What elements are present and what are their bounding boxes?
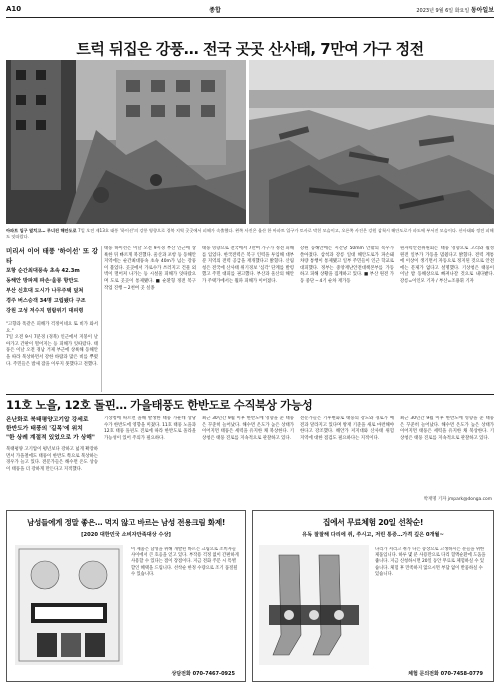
second-body-text: 기상청에 따르면 올해 발생한 태풍 가운데 상당수가 한반도에 영향을 미쳤다. 11호 태풍 노을과 12호 태풍 돌핀도 진로에 따라 한반도로 올라올 가능성이 있어 주의가 필요하다. bbox=[104, 416, 196, 441]
summary-line: 경주 버스승객 34명 고립됐다 구조 bbox=[6, 298, 86, 304]
second-body-text: 북태평양 고기압이 평년보다 강하고 넓게 확장하면서 가을철에도 태풍이 한반도 쪽으로 북상하는 경우가 늘고 있다. 전문가들은 해수면 온도 상승이 태풍을 더 강하게 만든다고 지적했다. bbox=[6, 447, 98, 472]
second-col-4 bbox=[300, 416, 394, 504]
ad-left bbox=[6, 510, 246, 682]
ad-right-phone: 체험 문의전화 070-7458-0779 bbox=[408, 671, 483, 677]
section-label: 종합 bbox=[209, 6, 221, 14]
second-byline: 박재명 기자 jmpark@donga.com bbox=[423, 497, 492, 502]
masthead-right bbox=[344, 5, 494, 14]
ad-right bbox=[252, 510, 494, 682]
quote-note: "고향과 똑같은 피해가 걱정이네요 또 비가 와서요." bbox=[6, 322, 98, 334]
ad-left-body: 이 제품은 남성을 위해 개발된 바르는 크림으로 소비자들 사이에서 큰 호응을 얻고 있다. 부작용 걱정 없이 간편하게 사용할 수 있다는 점이 장점이다. 지금 전화 주문 시 특별 할인 혜택을 드립니다. 선착순 한정 수량으로 조기 품절될 수 있습니다. bbox=[131, 547, 239, 577]
section-rule bbox=[6, 394, 494, 395]
lead-photo-left bbox=[6, 60, 246, 224]
summary-line: 부산 신호대 도시가 나무주택 덮쳐 bbox=[6, 288, 84, 294]
second-subhead: 온난화로 북태평양고기압 강세로 bbox=[6, 417, 89, 423]
second-headline: 11호 노을, 12호 돌핀… 가을태풍도 한반도로 수직북상 가능성 bbox=[6, 398, 313, 412]
lead-headline: 트럭 뒤집은 강풍… 전국 곳곳 산사태, 7만여 가구 정전 bbox=[76, 40, 424, 58]
second-body-text: 전문가들은 기후변화로 태풍의 강도와 경로가 예전과 달라지고 있다며 방재 기준을 새로 마련해야 한다고 강조했다. 해안가 저지대와 산사태 위험 지역에 대한 점검도 필요하다는 지적이다. bbox=[300, 416, 394, 441]
top-rule bbox=[6, 17, 494, 18]
second-subhead: "한 상례 계절적 있었으로 가 상해" bbox=[6, 435, 95, 441]
ad-right-title: 집에서 무료체험 20일 선착순! bbox=[322, 518, 424, 527]
lead-body-text: 태풍 하이선은 이날 오전 9시경 부산 인근에 상륙한 뒤 빠르게 북진했다. 울산과 포항 등 동해안 지역에는 순간최대풍속 초속 40m가 넘는 강풍이 불었다. 곳곳에서 가로수가 쓰러지고 건물 외벽이 떨어져 나가는 등 시설물 피해가 잇따랐으며 도로 곳곳이 통제됐다. ■ 순환형 정전 복구 작업 진행 ─ 2천여 곳 실종 bbox=[104, 246, 196, 291]
second-subhead: 한반도가 태풍의 '길목'에 위치 bbox=[6, 426, 83, 432]
masthead bbox=[6, 4, 494, 14]
lead-sub-headline: 미리서 이어 태풍 '하이선' 또 강타 bbox=[6, 247, 98, 265]
ad-right-body: 다리가 저리고 쥐가 나는 증상으로 고생하시는 분들을 위한 제품입니다. 하루 몇 분 사용만으로 다리 혈액순환에 도움을 줍니다. 지금 신청하시면 20일 동안 무료로 체험하실 수 있습니다. 체험 후 만족하지 않으시면 부담 없이 반품하실 수 있습니다. bbox=[375, 547, 486, 577]
column-rule bbox=[101, 246, 102, 392]
ad-left-image bbox=[15, 545, 123, 665]
lead-col-3 bbox=[202, 246, 294, 396]
ad-right-image bbox=[259, 545, 369, 665]
lead-col-2 bbox=[104, 246, 196, 396]
page-number: A10 bbox=[6, 5, 22, 13]
caption-body: 7일 오전 제13호 태풍 '하이선'의 강풍 영향으로 경북 지역 곳곳에서 피해가 속출했다. 왼쪽 사진은 울산 한 아파트 입구가 토사로 막힌 모습이고, 오른쪽 사진은 강원 삼척시 해안도로가 파도에 부서진 모습이다. 산사태와 정전 피해도 잇따랐다. bbox=[6, 228, 494, 239]
summary-line: 포항 순간최대풍속 초속 42.3m bbox=[6, 268, 80, 274]
summary-line: 강원 고성 저수지 범람위기 대피령 bbox=[6, 308, 84, 314]
ad-right-sub: 유독 잘잘해 다리에 쥐, 쑤시고, 저린 통증…가격 깊은 0개월~ bbox=[302, 532, 444, 538]
lead-col-4 bbox=[300, 246, 394, 396]
lead-body-text: 7일 오전 9시 7분경 (경북) 인근에서 지붕이 날아가고 간판이 떨어지는 등 피해가 잇따랐다. 태풍은 이날 오전 경남 거제 부근에 상륙해 동해안을 따라 북상하면서 강한 바람과 많은 비를 뿌렸다. 주민들은 밤새 잠을 이루지 못했다고 전했다. bbox=[6, 335, 98, 367]
ad-left-title: 남성들에게 정말 좋은… 먹지 않고 바르는 남성 전용크림 화제! bbox=[26, 518, 226, 527]
lead-col-5 bbox=[400, 246, 494, 396]
lead-body-text: 태풍 영향으로 전국에서 7만여 가구가 정전 피해를 입었다. 한국전력은 복구 인력을 투입해 대부분 지역의 전력 공급을 재개했다고 밝혔다. 산림청은 전국에 산사태 위기경보 '심각' 단계를 발령했고 주민 대피를 권고했다. 부산과 울산의 해안가 주택가에서는 월파 피해가 이어졌다. bbox=[202, 246, 294, 284]
issue-date: 2023년 9월 6일 화요일 bbox=[416, 7, 470, 14]
second-body-text: 최근 30년간 9월 이후 한반도에 영향을 준 태풍은 꾸준히 늘어났다. 해수면 온도가 높은 상태가 이어지면 태풍은 세력을 유지한 채 북상한다. 기상청은 태풍 진로를 지속적으로 관찰하고 있다. bbox=[202, 416, 294, 441]
lead-body-text: 원자력안전위원회는 태풍 영향으로 고리와 월성 원전 일부가 가동을 멈췄다고 밝혔다. 전력 계통에 이상이 생기면서 자동으로 정지된 것으로 안전에는 문제가 없다고 설명했다. 기상청은 태풍이 이날 밤 동해상으로 빠져나갈 것으로 내다봤다. 강릉=이인모 기자 / 부산=조용휘 기자 bbox=[400, 246, 494, 284]
second-col-1 bbox=[6, 416, 98, 504]
caption-lead: 아파트 입구 덮치고… 무너진 해안도로 bbox=[6, 228, 77, 233]
second-col-2 bbox=[104, 416, 196, 504]
lead-col-1 bbox=[6, 246, 98, 396]
lead-body-text: 강원 동해안에는 시간당 50mm 안팎의 폭우가 쏟아졌다. 삼척과 강릉 일대 해안도로가 파손돼 차량 통행이 통제됐고 일부 주민들이 인근 학교로 대피했다. 정부는 중앙재난안전대책본부를 가동하고 피해 상황을 집계하고 있다. ■ 부산 원전 가동 중단 ─ 4기 순차 재가동 bbox=[300, 246, 394, 284]
second-col-3 bbox=[202, 416, 294, 504]
second-col-5 bbox=[400, 416, 494, 492]
ad-left-sub: [2020 대한민국 소비자만족대상 수상] bbox=[81, 532, 171, 538]
second-body-text: 최근 30년간 9월 이후 한반도에 영향을 준 태풍은 꾸준히 늘어났다. 해수면 온도가 높은 상태가 이어지면 태풍은 세력을 유지한 채 북상한다. 기상청은 태풍 진로를 지속적으로 관찰하고 있다. bbox=[400, 416, 494, 441]
lead-photo-right bbox=[249, 60, 494, 224]
ad-left-phone: 상담전화 070-7467-0925 bbox=[171, 671, 235, 677]
paper-name: 동아일보 bbox=[470, 6, 494, 14]
photo-caption bbox=[6, 228, 494, 240]
summary-line: 동해안 방파제 파손·울릉 항만도 bbox=[6, 278, 79, 284]
